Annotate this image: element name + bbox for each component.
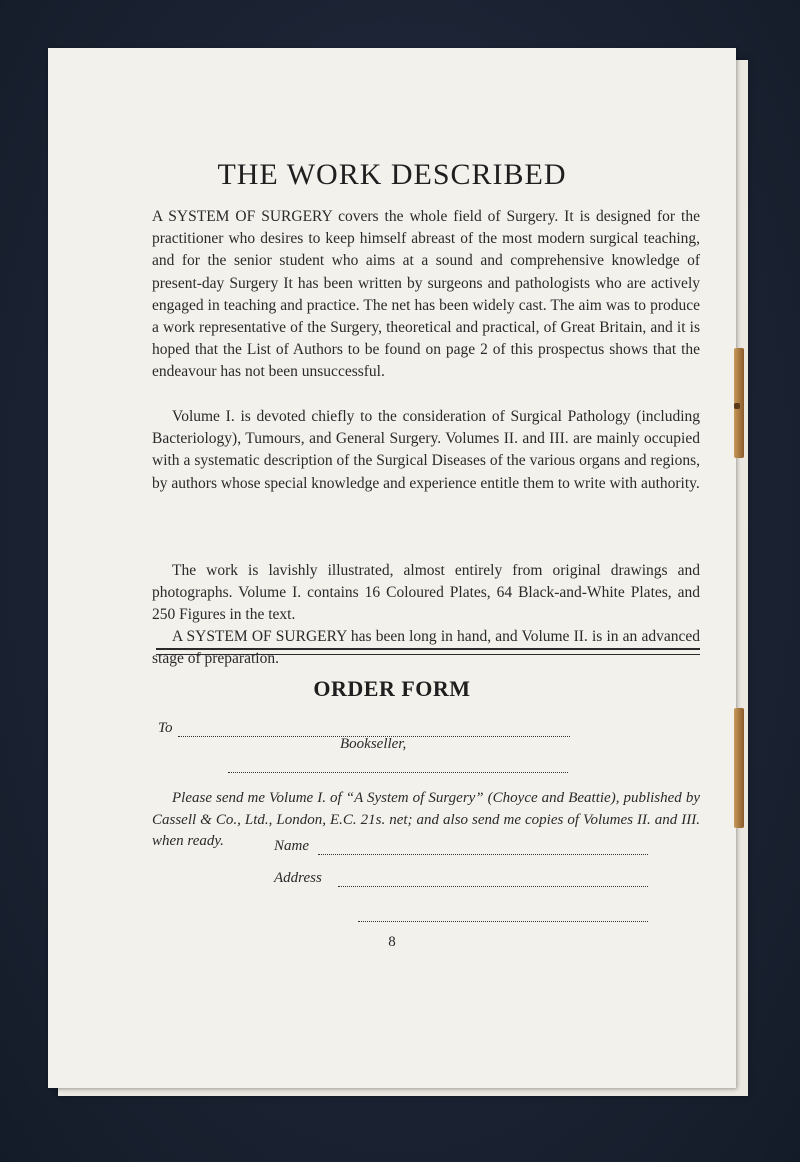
- order-form-title: ORDER FORM: [313, 676, 471, 701]
- section-divider: [156, 648, 700, 655]
- paragraph-illustrations: The work is lavishly illustrated, almost entirely from original drawings and photographs. Volume I. contains 16 Coloured Plates, 64 Black-and-White Plates, and 250 Figures in the text.: [152, 562, 700, 624]
- edge-stain: [734, 708, 744, 828]
- document-page: [48, 48, 736, 1088]
- name-label: Name: [274, 838, 309, 854]
- address-field-line-2[interactable]: [358, 921, 648, 922]
- page-number: 8: [388, 934, 396, 950]
- paragraph-preparation: A SYSTEM OF SURGERY has been long in hand, and Volume II. is in an advanced stage of preparation.: [152, 628, 700, 668]
- paragraph-volumes: Volume I. is devoted chiefly to the consideration of Surgical Pathology (including Bacteriology), Tumours, and General Surgery. Volumes II. and III. are mainly occupied with a systematic description of the Surgical Diseases of the various organs and regions, by authors whose special knowledge and experience entitle them to write with authority.: [152, 408, 700, 492]
- bookseller-field-line[interactable]: [228, 772, 568, 773]
- order-request-text: Please send me Volume I. of “A System of Surgery” (Choyce and Beattie), published by Cassell & Co., Ltd., London, E.C. 21s. net; and also send me copies of Volumes II. and III. when ready.: [152, 790, 700, 849]
- address-field-line[interactable]: [338, 886, 648, 887]
- address-label: Address: [274, 870, 322, 886]
- paragraph-intro: A SYSTEM OF SURGERY covers the whole field of Surgery. It is designed for the practitioner who desires to keep himself abreast of the most modern surgical teaching, and for the senior student who aims at a sound and comprehensive knowledge of present-day Surgery It has been written by surgeons and pathologists who are actively engaged in teaching and practice. The net has been widely cast. The aim was to produce a work representative of the Surgery, theoretical and practical, of Great Britain, and it is hoped that the List of Authors to be found on page 2 of this prospectus shows that the endeavour has not been unsuccessful.: [152, 208, 700, 381]
- name-field-line[interactable]: [318, 854, 648, 855]
- page-title: THE WORK DESCRIBED: [217, 158, 567, 191]
- to-label: To: [158, 720, 173, 736]
- bookseller-label: Bookseller,: [340, 736, 407, 752]
- edge-stain: [734, 403, 740, 409]
